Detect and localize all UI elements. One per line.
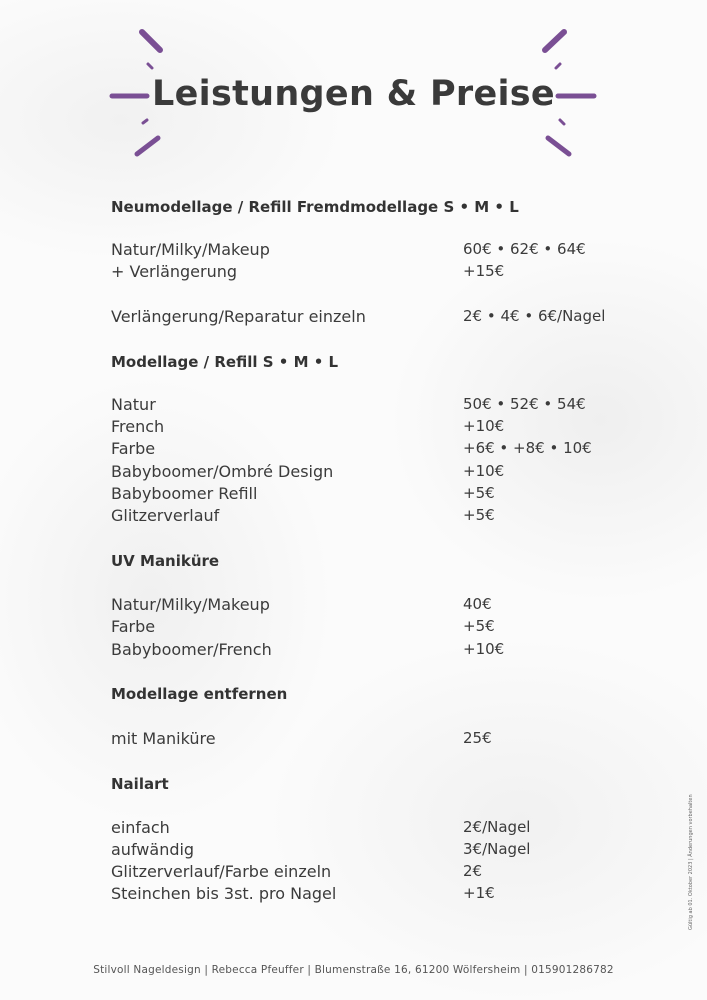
service-label: Babyboomer Refill [111, 484, 258, 503]
service-price: +5€ [463, 617, 495, 635]
price-row [111, 640, 631, 662]
validity-note: Gültig ab 01. Oktober 2023 | Änderungen vorbehalten [688, 794, 694, 930]
service-label: Babyboomer/French [111, 640, 272, 659]
service-price: +10€ [463, 462, 505, 480]
section-heading-neumodellage: Neumodellage / Refill Fremdmodellage S • M • L [111, 198, 519, 216]
service-label: einfach [111, 818, 170, 837]
service-price: 2€/Nagel [463, 818, 531, 836]
price-row [111, 395, 631, 417]
service-price: 50€ • 52€ • 54€ [463, 395, 586, 413]
service-label: Steinchen bis 3st. pro Nagel [111, 884, 337, 903]
service-price: 3€/Nagel [463, 840, 531, 858]
service-price: +5€ [463, 484, 495, 502]
service-label: Glitzerverlauf [111, 506, 220, 525]
service-label: Natur/Milky/Makeup [111, 595, 270, 614]
service-price: 25€ [463, 729, 492, 747]
price-row [111, 462, 631, 484]
service-price: +5€ [463, 506, 495, 524]
price-row [111, 240, 631, 262]
price-row [111, 417, 631, 439]
service-price: +6€ • +8€ • 10€ [463, 439, 592, 457]
service-price: +1€ [463, 884, 495, 902]
service-price: 2€ [463, 862, 483, 880]
service-label: aufwändig [111, 840, 195, 859]
footer-contact: Stilvoll Nageldesign | Rebecca Pfeuffer | Blumenstraße 16, 61200 Wölfersheim | 015901286782 [93, 964, 614, 976]
section-heading-nailart: Nailart [111, 775, 169, 793]
price-row [111, 595, 631, 617]
service-label: Farbe [111, 617, 156, 636]
right-stroke-bottom [548, 138, 569, 154]
service-label: + Verlängerung [111, 262, 238, 281]
service-label: French [111, 417, 165, 436]
right-stroke-top [545, 32, 564, 50]
service-label: Glitzerverlauf/Farbe einzeln [111, 862, 332, 881]
service-label: Natur [111, 395, 156, 414]
right-stroke-small-bottom [560, 120, 564, 124]
service-price: 40€ [463, 595, 492, 613]
price-row [111, 862, 631, 884]
left-stroke-bottom [137, 138, 158, 154]
left-stroke-small-top [148, 64, 152, 68]
right-stroke-small-top [556, 64, 560, 68]
price-row [111, 506, 631, 528]
price-row [111, 617, 631, 639]
service-price: 60€ • 62€ • 64€ [463, 240, 586, 258]
service-label: Farbe [111, 439, 156, 458]
service-label: Verlängerung/Reparatur einzeln [111, 307, 366, 326]
section-heading-uv-manikuere: UV Maniküre [111, 552, 220, 570]
price-row [111, 484, 631, 506]
left-stroke-small-bottom [143, 120, 147, 123]
section-heading-modellage-entfernen: Modellage entfernen [111, 685, 288, 703]
service-label: mit Maniküre [111, 729, 216, 748]
service-price: +10€ [463, 417, 505, 435]
left-stroke-top [142, 32, 160, 50]
price-row [111, 818, 631, 840]
price-row [111, 307, 631, 329]
page-title: Leistungen & Preise [152, 74, 555, 114]
price-row [111, 262, 631, 284]
service-label: Babyboomer/Ombré Design [111, 462, 334, 481]
service-price: +10€ [463, 640, 505, 658]
service-price: +15€ [463, 262, 505, 280]
price-row [111, 840, 631, 862]
service-price: 2€ • 4€ • 6€/Nagel [463, 307, 606, 325]
price-row [111, 884, 631, 906]
section-heading-modellage: Modellage / Refill S • M • L [111, 353, 339, 371]
price-row [111, 439, 631, 461]
service-label: Natur/Milky/Makeup [111, 240, 270, 259]
price-row [111, 729, 631, 751]
